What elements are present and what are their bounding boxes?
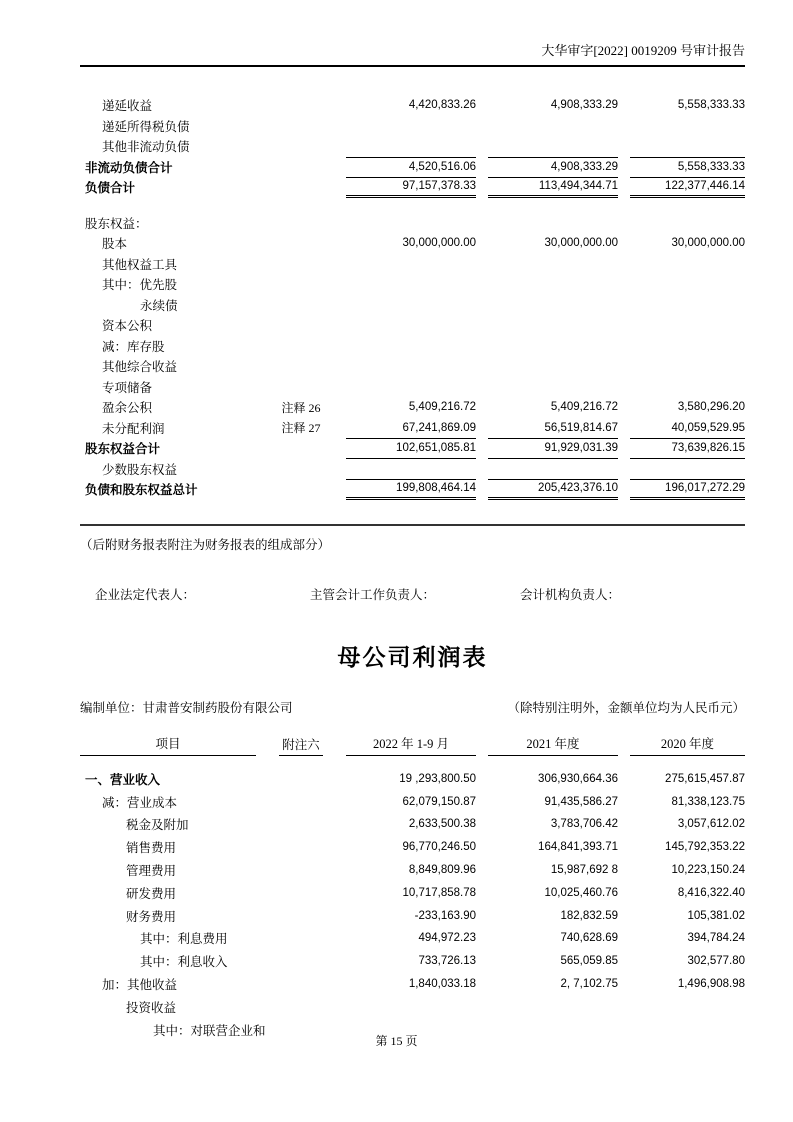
section-divider — [80, 524, 745, 526]
row-value-col3 — [630, 274, 745, 295]
table-row — [80, 859, 745, 882]
row-label: 非流动负债合计 — [85, 160, 173, 175]
row-value-col3 — [630, 136, 745, 157]
row-label: 盈余公积 — [102, 401, 153, 416]
income-statement-header — [80, 734, 745, 756]
row-value-col1: 10,717,858.78 — [402, 886, 476, 899]
row-note — [256, 213, 346, 234]
row-value-col3 — [630, 116, 745, 137]
row-value-col2 — [488, 295, 618, 316]
row-value-col3: 40,059,529.95 — [671, 421, 745, 434]
row-value-col1: 494,972.23 — [418, 932, 476, 945]
row-label: 管理费用 — [126, 864, 177, 879]
row-value-col2: 113,494,344.71 — [488, 177, 618, 198]
row-label: 减：营业成本 — [102, 795, 178, 810]
table-row — [80, 927, 745, 950]
table-row — [80, 973, 745, 996]
row-note: 注释 26 — [281, 400, 321, 415]
row-value-col3: 73,639,826.15 — [630, 438, 745, 459]
row-label: 其中：对联营企业和 — [153, 1023, 266, 1038]
row-value-col3: 30,000,000.00 — [671, 237, 745, 250]
row-value-col1 — [346, 315, 476, 336]
table-row — [80, 438, 745, 459]
row-note — [256, 438, 346, 459]
row-value-col1: 96,770,246.50 — [402, 841, 476, 854]
row-note — [256, 157, 346, 178]
column-header-item: 项目 — [80, 734, 256, 756]
row-value-col1 — [346, 336, 476, 357]
row-value-col3 — [630, 377, 745, 398]
row-note — [256, 479, 346, 500]
row-label: 递延收益 — [102, 99, 153, 114]
row-value-col2 — [488, 213, 618, 234]
column-header-note: 附注六 — [256, 735, 346, 756]
table-row — [80, 95, 745, 116]
table-row — [80, 950, 745, 973]
row-value-col1: 4,520,516.06 — [346, 157, 476, 178]
row-value-col1 — [346, 459, 476, 480]
row-value-col2: 56,519,814.67 — [544, 421, 618, 434]
row-value-col3: 1,496,908.98 — [677, 978, 745, 991]
row-value-col3: 105,381.02 — [687, 909, 745, 922]
report-header: 大华审字[2022] 0019209 号审计报告 — [80, 40, 745, 67]
row-value-col3 — [630, 295, 745, 316]
row-label: 资本公积 — [102, 319, 153, 334]
row-note — [256, 790, 346, 813]
row-value-col1 — [346, 116, 476, 137]
row-value-col3: 10,223,150.24 — [671, 864, 745, 877]
row-label: 税金及附加 — [126, 818, 189, 833]
row-note — [256, 459, 346, 480]
row-label: 少数股东权益 — [102, 462, 178, 477]
row-value-col2 — [488, 995, 618, 1018]
row-value-col2 — [488, 254, 618, 275]
row-note — [256, 274, 346, 295]
row-value-col3: 3,057,612.02 — [677, 818, 745, 831]
table-row — [80, 274, 745, 295]
legal-representative-label: 企业法定代表人： — [95, 587, 196, 602]
table-row — [80, 213, 745, 234]
row-value-col3 — [630, 336, 745, 357]
row-value-col1 — [346, 274, 476, 295]
row-value-col2: 30,000,000.00 — [544, 237, 618, 250]
row-value-col1: 199,808,464.14 — [346, 479, 476, 500]
row-label: 研发费用 — [126, 886, 177, 901]
spacer-row — [80, 198, 745, 213]
row-note: 注释 27 — [281, 421, 321, 436]
row-note — [256, 356, 346, 377]
row-value-col2: 5,409,216.72 — [550, 401, 618, 414]
table-row — [80, 881, 745, 904]
row-value-col1 — [346, 377, 476, 398]
row-value-col3 — [630, 356, 745, 377]
row-note — [256, 813, 346, 836]
table-row — [80, 157, 745, 178]
row-value-col3 — [630, 459, 745, 480]
row-value-col2 — [488, 459, 618, 480]
row-value-col2: 565,059.85 — [560, 955, 618, 968]
row-note — [256, 116, 346, 137]
row-note — [256, 315, 346, 336]
row-value-col1 — [346, 136, 476, 157]
row-note — [256, 136, 346, 157]
row-value-col2: 91,929,031.39 — [488, 438, 618, 459]
row-value-col3: 3,580,296.20 — [677, 401, 745, 414]
row-value-col3: 302,577.80 — [687, 955, 745, 968]
row-value-col3 — [630, 254, 745, 275]
table-row — [80, 116, 745, 137]
row-note — [256, 254, 346, 275]
row-note — [256, 881, 346, 904]
income-statement-subtitle — [80, 698, 745, 716]
chief-accountant-label: 主管会计工作负责人： — [310, 587, 436, 602]
row-note — [256, 859, 346, 882]
row-value-col1: 733,726.13 — [418, 955, 476, 968]
row-value-col2: 164,841,393.71 — [538, 841, 618, 854]
row-value-col2 — [488, 336, 618, 357]
table-row — [80, 813, 745, 836]
table-row — [80, 418, 745, 439]
row-value-col2: 306,930,664.36 — [538, 772, 618, 785]
table-row — [80, 233, 745, 254]
row-value-col2 — [488, 116, 618, 137]
row-note — [256, 336, 346, 357]
row-note — [256, 904, 346, 927]
table-row — [80, 904, 745, 927]
row-value-col1: 19 ,293,800.50 — [399, 772, 476, 785]
row-value-col1: 4,420,833.26 — [408, 99, 476, 112]
row-label: 永续债 — [140, 298, 178, 313]
row-label: 递延所得税负债 — [102, 119, 190, 134]
row-value-col3: 275,615,457.87 — [665, 772, 745, 785]
row-value-col1: 30,000,000.00 — [402, 237, 476, 250]
row-label: 专项储备 — [102, 380, 153, 395]
row-value-col3: 196,017,272.29 — [630, 479, 745, 500]
row-value-col1: -233,163.90 — [414, 909, 476, 922]
row-value-col2: 4,908,333.29 — [550, 99, 618, 112]
balance-sheet-table — [80, 95, 745, 500]
row-value-col1 — [346, 295, 476, 316]
column-header-2021: 2021 年度 — [488, 734, 618, 756]
row-value-col3: 394,784.24 — [687, 932, 745, 945]
row-label: 负债和股东权益总计 — [85, 483, 198, 498]
row-value-col2: 205,423,376.10 — [488, 479, 618, 500]
table-row — [80, 995, 745, 1018]
table-row — [80, 479, 745, 500]
row-value-col2: 3,783,706.42 — [550, 818, 618, 831]
table-row — [80, 836, 745, 859]
table-row — [80, 397, 745, 418]
row-value-col2: 182,832.59 — [560, 909, 618, 922]
column-header-2022: 2022 年 1-9 月 — [346, 734, 476, 756]
row-value-col1 — [346, 254, 476, 275]
row-label: 其中：利息费用 — [140, 932, 228, 947]
table-row — [80, 356, 745, 377]
row-value-col3: 5,558,333.33 — [677, 99, 745, 112]
row-value-col3: 81,338,123.75 — [671, 795, 745, 808]
row-label: 减：库存股 — [102, 339, 165, 354]
row-value-col2 — [488, 274, 618, 295]
row-value-col2 — [488, 356, 618, 377]
row-value-col1 — [346, 995, 476, 1018]
row-value-col2: 10,025,460.76 — [544, 886, 618, 899]
column-header-2020: 2020 年度 — [630, 734, 745, 756]
table-row — [80, 177, 745, 198]
row-note — [256, 950, 346, 973]
income-statement-title: 母公司利润表 — [337, 644, 488, 670]
row-value-col1: 8,849,809.96 — [408, 864, 476, 877]
row-note — [256, 973, 346, 996]
row-label: 其中：优先股 — [102, 278, 178, 293]
row-note — [256, 768, 346, 791]
row-note — [256, 995, 346, 1018]
table-row — [80, 459, 745, 480]
income-statement-rows — [80, 768, 745, 1042]
row-value-col1: 1,840,033.18 — [408, 978, 476, 991]
row-label: 未分配利润 — [102, 421, 165, 436]
row-label: 投资收益 — [126, 1000, 177, 1015]
row-value-col3: 145,792,353.22 — [665, 841, 745, 854]
row-value-col2 — [488, 315, 618, 336]
table-row — [80, 136, 745, 157]
signature-line — [80, 585, 745, 603]
table-row — [80, 377, 745, 398]
row-value-col2: 740,628.69 — [560, 932, 618, 945]
row-note — [256, 836, 346, 859]
row-value-col3: 8,416,322.40 — [677, 886, 745, 899]
row-label: 股东权益： — [85, 216, 148, 231]
row-label: 加：其他收益 — [102, 978, 178, 993]
table-row — [80, 315, 745, 336]
table-row — [80, 790, 745, 813]
row-value-col2 — [488, 136, 618, 157]
row-value-col2: 2, 7,102.75 — [560, 978, 618, 991]
row-value-col1: 97,157,378.33 — [346, 177, 476, 198]
row-label: 财务费用 — [126, 909, 177, 924]
row-value-col3 — [630, 213, 745, 234]
row-note — [256, 233, 346, 254]
row-note — [256, 377, 346, 398]
row-label: 其他非流动负债 — [102, 140, 190, 155]
row-note — [256, 95, 346, 116]
row-value-col2: 91,435,586.27 — [544, 795, 618, 808]
row-note — [256, 177, 346, 198]
currency-note: （除特别注明外，金额单位均为人民币元） — [507, 700, 745, 715]
row-value-col1: 2,633,500.38 — [408, 818, 476, 831]
row-value-col2: 4,908,333.29 — [488, 157, 618, 178]
row-value-col3 — [630, 995, 745, 1018]
row-note — [256, 295, 346, 316]
row-value-col2: 15,987,692 8 — [550, 864, 618, 877]
row-label: 股东权益合计 — [85, 442, 161, 457]
table-row — [80, 254, 745, 275]
row-value-col3: 5,558,333.33 — [630, 157, 745, 178]
row-label: 其他权益工具 — [102, 257, 178, 272]
page-number: 第 15 页 — [375, 1034, 418, 1048]
table-row — [80, 768, 745, 791]
row-label: 其中：利息收入 — [140, 955, 228, 970]
row-label: 股本 — [102, 237, 128, 252]
table-row — [80, 295, 745, 316]
closing-note: （后附财务报表附注为财务报表的组成部分） — [80, 537, 331, 552]
row-label: 负债合计 — [85, 181, 136, 196]
row-value-col1 — [346, 213, 476, 234]
row-value-col1 — [346, 356, 476, 377]
row-value-col1: 102,651,085.81 — [346, 438, 476, 459]
accounting-head-label: 会计机构负责人： — [520, 587, 621, 602]
row-value-col3: 122,377,446.14 — [630, 177, 745, 198]
row-value-col3 — [630, 315, 745, 336]
row-value-col1: 62,079,150.87 — [402, 795, 476, 808]
row-label: 其他综合收益 — [102, 360, 178, 375]
row-value-col2 — [488, 377, 618, 398]
row-note — [256, 927, 346, 950]
row-value-col1: 67,241,869.09 — [402, 421, 476, 434]
row-value-col1: 5,409,216.72 — [408, 401, 476, 414]
row-label: 一、营业收入 — [85, 772, 161, 787]
prepared-by-label: 编制单位：甘肃普安制药股份有限公司 — [80, 700, 293, 715]
table-row — [80, 336, 745, 357]
row-label: 销售费用 — [126, 841, 177, 856]
